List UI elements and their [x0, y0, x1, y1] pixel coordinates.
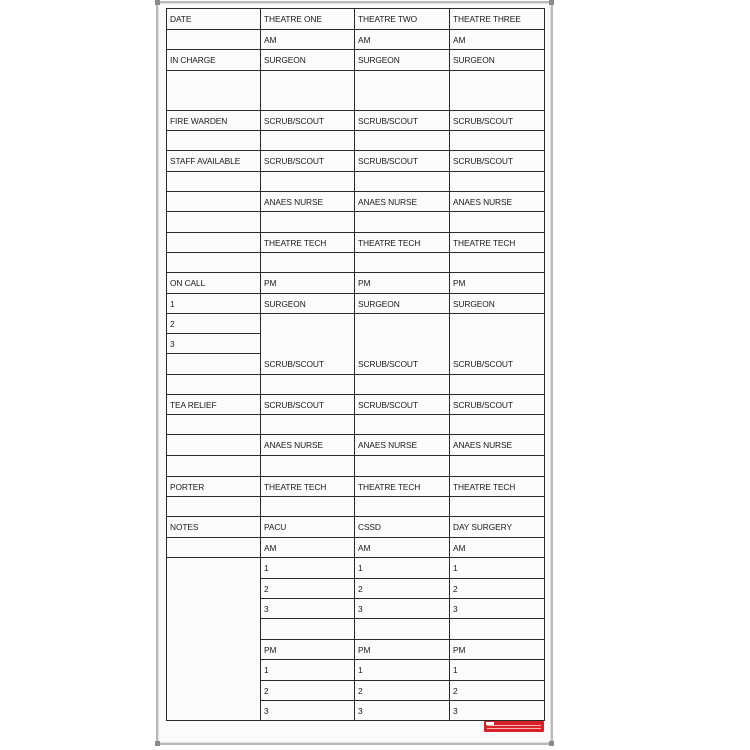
grid-row-line [166, 434, 545, 435]
theatre-tech-label: THEATRE TECH [358, 482, 421, 492]
grid-row-line [166, 394, 545, 395]
grid-row-line [166, 272, 545, 273]
notes-label: NOTES [170, 522, 199, 532]
slot-number: 1 [453, 665, 458, 675]
pm-session-label: PM [453, 278, 466, 288]
grid-row-line [260, 659, 545, 660]
frame-corner-cap [155, 0, 160, 5]
slot-number: 2 [358, 686, 363, 696]
grid-row-line [166, 537, 545, 538]
grid-row-line [166, 130, 545, 131]
grid-row-line [166, 191, 545, 192]
grid-column-line [449, 8, 450, 721]
grid-row-line [166, 171, 545, 172]
grid-row-line [166, 557, 545, 558]
surgeon-label: SURGEON [264, 55, 306, 65]
grid-row-line [260, 700, 545, 701]
am-label: AM [358, 543, 371, 553]
theatre-header-2: THEATRE TWO [358, 14, 418, 24]
pm-label: PM [264, 645, 277, 655]
grid-row-line [166, 29, 545, 30]
section-heading: DAY SURGERY [453, 522, 512, 532]
grid-row-line [260, 598, 545, 599]
date-label: DATE [170, 14, 192, 24]
grid-row-line [166, 150, 545, 151]
scrub-scout-label: SCRUB/SCOUT [453, 359, 513, 369]
grid-row-line [166, 110, 545, 111]
porter-label: PORTER [170, 482, 205, 492]
scrub-scout-label: SCRUB/SCOUT [264, 156, 324, 166]
slot-number: 2 [264, 686, 269, 696]
slot-number: 3 [453, 706, 458, 716]
grid-row-line [260, 639, 545, 640]
grid-row-line [166, 313, 545, 314]
grid-row-line [166, 353, 261, 354]
theatre-tech-label: THEATRE TECH [264, 482, 327, 492]
am-label: AM [264, 543, 277, 553]
grid-row-line [260, 680, 545, 681]
am-session-label: AM [264, 35, 277, 45]
scrub-scout-label: SCRUB/SCOUT [264, 359, 324, 369]
frame-corner-cap [155, 741, 160, 746]
slot-number: 2 [453, 584, 458, 594]
slot-number: 2 [264, 584, 269, 594]
on-call-label: ON CALL [170, 278, 206, 288]
am-session-label: AM [358, 35, 371, 45]
theatre-header-1: THEATRE ONE [264, 14, 322, 24]
slot-number: 1 [358, 665, 363, 675]
theatre-tech-label: THEATRE TECH [453, 482, 516, 492]
frame-corner-cap [549, 0, 554, 5]
anaes-nurse-label: ANAES NURSE [264, 197, 323, 207]
surgeon-label: SURGEON [358, 55, 400, 65]
pm-session-label: PM [358, 278, 371, 288]
slot-number: 1 [358, 563, 363, 573]
theatre-tech-label: THEATRE TECH [264, 238, 327, 248]
grid-row-line [166, 333, 261, 334]
scrub-scout-label: SCRUB/SCOUT [358, 359, 418, 369]
grid-row-line [166, 232, 545, 233]
grid-row-line [166, 516, 545, 517]
staff-available-label: STAFF AVAILABLE [170, 156, 241, 166]
slot-number: 3 [264, 706, 269, 716]
slot-number: 1 [453, 563, 458, 573]
scrub-scout-label: SCRUB/SCOUT [358, 116, 418, 126]
scrub-scout-label: SCRUB/SCOUT [358, 400, 418, 410]
grid-row-line [260, 618, 545, 619]
fire-warden-label: FIRE WARDEN [170, 116, 228, 126]
pm-session-label: PM [264, 278, 277, 288]
surgeon-label: SURGEON [453, 299, 495, 309]
section-heading: CSSD [358, 522, 381, 532]
am-session-label: AM [453, 35, 466, 45]
scrub-scout-label: SCRUB/SCOUT [453, 116, 513, 126]
slot-number: 3 [358, 604, 363, 614]
on-call-number: 3 [170, 339, 175, 349]
slot-number: 2 [453, 686, 458, 696]
theatre-tech-label: THEATRE TECH [453, 238, 516, 248]
slot-number: 1 [264, 563, 269, 573]
grid-column-line [166, 8, 167, 721]
slot-number: 1 [264, 665, 269, 675]
grid-column-line [260, 8, 261, 721]
anaes-nurse-label: ANAES NURSE [264, 440, 323, 450]
surgeon-label: SURGEON [264, 299, 306, 309]
anaes-nurse-label: ANAES NURSE [358, 440, 417, 450]
grid-row-line [166, 496, 545, 497]
slot-number: 3 [264, 604, 269, 614]
pm-label: PM [453, 645, 466, 655]
anaes-nurse-label: ANAES NURSE [453, 440, 512, 450]
theatre-header-3: THEATRE THREE [453, 14, 521, 24]
scrub-scout-label: SCRUB/SCOUT [453, 156, 513, 166]
section-heading: PACU [264, 522, 287, 532]
grid-row-line [166, 49, 545, 50]
grid-row-line [166, 374, 545, 375]
tea-relief-label: TEA RELIEF [170, 400, 217, 410]
slot-number: 3 [358, 706, 363, 716]
scrub-scout-label: SCRUB/SCOUT [358, 156, 418, 166]
pm-label: PM [358, 645, 371, 655]
in-charge-label: IN CHARGE [170, 55, 216, 65]
anaes-nurse-label: ANAES NURSE [453, 197, 512, 207]
am-label: AM [453, 543, 466, 553]
grid-row-line [166, 8, 545, 9]
grid-row-line [166, 476, 545, 477]
grid-row-line [166, 455, 545, 456]
grid-row-line [166, 414, 545, 415]
scrub-scout-label: SCRUB/SCOUT [453, 400, 513, 410]
grid-column-line [544, 8, 545, 721]
surgeon-label: SURGEON [453, 55, 495, 65]
grid-row-line [166, 211, 545, 212]
anaes-nurse-label: ANAES NURSE [358, 197, 417, 207]
frame-corner-cap [549, 741, 554, 746]
on-call-number: 1 [170, 299, 175, 309]
scrub-scout-label: SCRUB/SCOUT [264, 400, 324, 410]
grid-row-line [166, 252, 545, 253]
slot-number: 2 [358, 584, 363, 594]
grid-row-line [166, 293, 545, 294]
grid-row-line [260, 578, 545, 579]
surgeon-label: SURGEON [358, 299, 400, 309]
slot-number: 3 [453, 604, 458, 614]
manufacturer-badge [484, 721, 544, 732]
on-call-number: 2 [170, 319, 175, 329]
theatre-tech-label: THEATRE TECH [358, 238, 421, 248]
grid-row-line [166, 70, 545, 71]
scrub-scout-label: SCRUB/SCOUT [264, 116, 324, 126]
grid-column-line [354, 8, 355, 721]
